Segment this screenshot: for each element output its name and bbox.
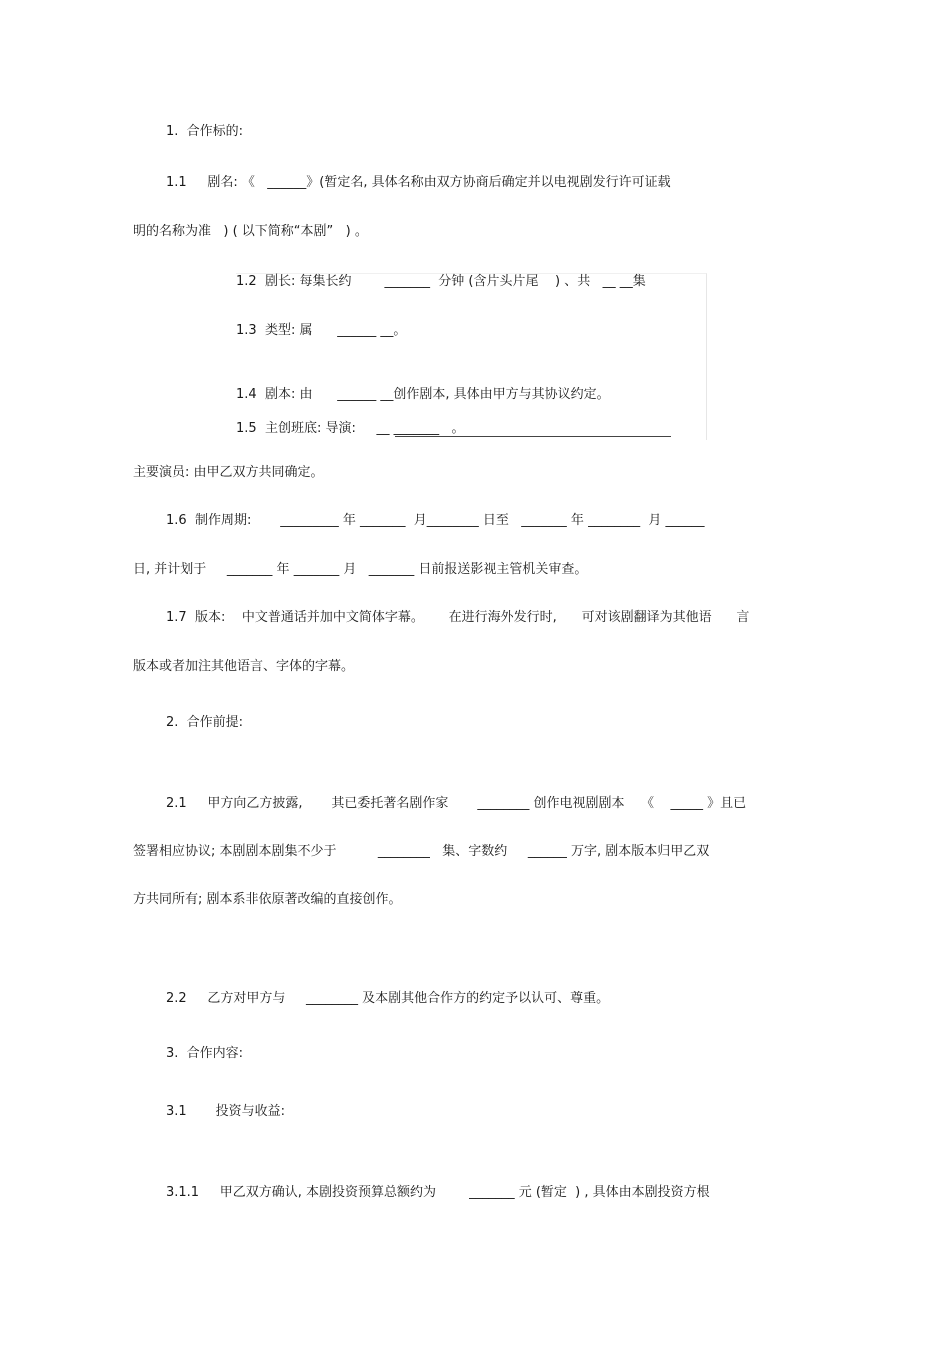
clause-1-3: 1.3 类型: 属 ______ __。 [236, 323, 407, 338]
clause-2-1-line-1: 2.1 甲方向乙方披露, 其已委托著名剧作家 ________ 创作电视剧剧本 《 _____ 》且已 [166, 796, 747, 811]
clause-2-1-line-3: 方共同所有; 剧本系非依原著改编的直接创作。 [133, 892, 402, 907]
clause-1-1-line-2: 明的名称为准 ) ( 以下简称“本剧” ) 。 [133, 224, 368, 239]
clause-2-1-line-2: 签署相应协议; 本剧剧本剧集不少于 ________ 集、字数约 ______ 万字, 剧本版本归甲乙双 [133, 844, 710, 859]
clause-1-6-line-2: 日, 并计划于 _______ 年 _______ 月 _______ 日前报送影视主管机关审查。 [133, 562, 588, 577]
section-3-heading: 3. 合作内容: [166, 1046, 244, 1061]
clause-3-1: 3.1 投资与收益: [166, 1104, 285, 1119]
clause-1-1-line-1: 1.1 剧名: 《 ______》(暂定名, 具体名称由双方协商后确定并以电视剧发行许可证载 [166, 175, 671, 190]
clause-1-4: 1.4 剧本: 由 ______ __创作剧本, 具体由甲方与其协议约定。 [236, 387, 610, 402]
framed-text-box [236, 273, 707, 440]
clause-1-5: 1.5 主创班底: 导演: __ _______ 。 [236, 421, 465, 436]
clause-1-7-line-2: 版本或者加注其他语言、字体的字幕。 [133, 659, 355, 674]
clause-1-6-line-1: 1.6 制作周期: _________ 年 _______ 月________ 日至 _______ 年 ________ 月 ______ [166, 513, 705, 528]
section-1-heading: 1. 合作标的: [166, 124, 244, 139]
clause-2-2: 2.2 乙方对甲方与 ________ 及本剧其他合作方的约定予以认可、尊重。 [166, 991, 610, 1006]
clause-1-2: 1.2 剧长: 每集长约 _______ 分钟 (含片头片尾 ) 、共 __ __集 [236, 274, 646, 289]
clause-1-7-line-1: 1.7 版本: 中文普通话并加中文简体字幕。 在进行海外发行时, 可对该剧翻译为其他语 言 [166, 610, 750, 625]
clause-3-1-1: 3.1.1 甲乙双方确认, 本剧投资预算总额约为 _______ 元 (暂定 ) , 具体由本剧投资方根 [166, 1185, 710, 1200]
main-actors-line: 主要演员: 由甲乙双方共同确定。 [133, 465, 324, 480]
section-2-heading: 2. 合作前提: [166, 715, 244, 730]
